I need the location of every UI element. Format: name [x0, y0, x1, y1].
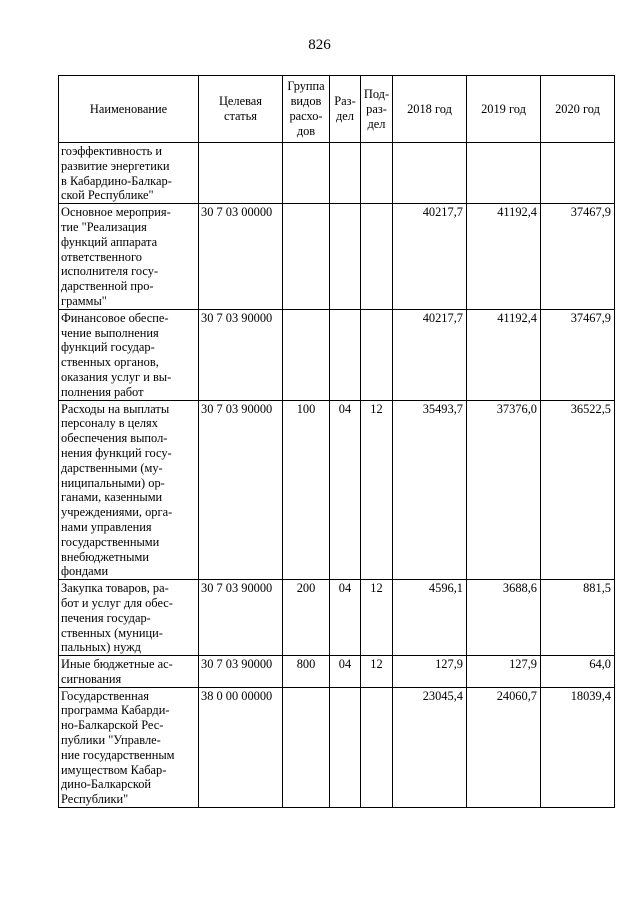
cell-section — [330, 204, 361, 310]
cell-2020 — [541, 143, 615, 204]
table-row — [59, 309, 615, 400]
cell-expense-group — [283, 309, 330, 400]
col-header-group: Группа видов расхо- дов — [283, 76, 330, 143]
cell-section: 04 — [330, 656, 361, 688]
cell-expense-group — [283, 687, 330, 807]
cell-expense-group: 100 — [283, 400, 330, 580]
cell-name: Иные бюджетные ас- сигнования — [59, 656, 199, 688]
header-row — [59, 76, 615, 143]
cell-name: гоэффективность и развитие энергетики в Кабардино-Балкар- ской Республике" — [59, 143, 199, 204]
col-header-subsection: Под- раз- дел — [361, 76, 393, 143]
col-header-2018: 2018 год — [393, 76, 467, 143]
cell-subsection: 12 — [361, 400, 393, 580]
cell-2018: 35493,7 — [393, 400, 467, 580]
cell-2020: 881,5 — [541, 580, 615, 656]
cell-2020: 37467,9 — [541, 204, 615, 310]
col-header-target: Целевая статья — [199, 76, 283, 143]
cell-target-code: 30 7 03 90000 — [199, 580, 283, 656]
cell-2018: 40217,7 — [393, 204, 467, 310]
cell-target-code: 30 7 03 00000 — [199, 204, 283, 310]
cell-name: Финансовое обеспе- чение выполнения функций государ- ственных органов, оказания услуг и вы- полнения работ — [59, 309, 199, 400]
col-header-2019: 2019 год — [467, 76, 541, 143]
cell-2018: 40217,7 — [393, 309, 467, 400]
cell-2018: 4596,1 — [393, 580, 467, 656]
cell-2020: 18039,4 — [541, 687, 615, 807]
cell-2019: 41192,4 — [467, 204, 541, 310]
budget-table — [58, 75, 615, 808]
cell-2019 — [467, 143, 541, 204]
cell-subsection — [361, 143, 393, 204]
cell-section: 04 — [330, 400, 361, 580]
cell-target-code: 38 0 00 00000 — [199, 687, 283, 807]
col-header-section: Раз- дел — [330, 76, 361, 143]
cell-subsection: 12 — [361, 580, 393, 656]
cell-subsection: 12 — [361, 656, 393, 688]
cell-target-code: 30 7 03 90000 — [199, 400, 283, 580]
cell-target-code: 30 7 03 90000 — [199, 309, 283, 400]
col-header-name: Наименование — [59, 76, 199, 143]
cell-section — [330, 687, 361, 807]
cell-expense-group — [283, 143, 330, 204]
cell-name: Основное мероприя- тие "Реализация функций аппарата ответственного исполнителя госу- дарственной про- граммы" — [59, 204, 199, 310]
col-header-2020: 2020 год — [541, 76, 615, 143]
table-row — [59, 656, 615, 688]
cell-section — [330, 143, 361, 204]
cell-expense-group — [283, 204, 330, 310]
cell-2020: 64,0 — [541, 656, 615, 688]
cell-name: Закупка товаров, ра- бот и услуг для обес- печения государ- ственных (муници- пальных) нужд — [59, 580, 199, 656]
cell-expense-group: 800 — [283, 656, 330, 688]
cell-2019: 37376,0 — [467, 400, 541, 580]
cell-2019: 24060,7 — [467, 687, 541, 807]
cell-name: Государственная программа Кабарди- но-Балкарской Рес- публики "Управле- ние государственным имуществом Кабар- дино-Балкарской Республики" — [59, 687, 199, 807]
cell-2020: 37467,9 — [541, 309, 615, 400]
cell-2018: 23045,4 — [393, 687, 467, 807]
cell-subsection — [361, 204, 393, 310]
table-body — [59, 143, 615, 808]
page-number: 826 — [308, 37, 331, 53]
cell-expense-group: 200 — [283, 580, 330, 656]
table-row — [59, 400, 615, 580]
cell-2019: 3688,6 — [467, 580, 541, 656]
table-row — [59, 687, 615, 807]
cell-subsection — [361, 687, 393, 807]
table-row — [59, 204, 615, 310]
table-row — [59, 143, 615, 204]
cell-2018: 127,9 — [393, 656, 467, 688]
cell-2018 — [393, 143, 467, 204]
cell-section — [330, 309, 361, 400]
table-row — [59, 580, 615, 656]
cell-target-code: 30 7 03 90000 — [199, 656, 283, 688]
cell-name: Расходы на выплаты персоналу в целях обеспечения выпол- нения функций госу- дарственными (му- ниципальными) ор- ганами, казенными учреждениями, орга- нами управления государственными внебюджетными фондами — [59, 400, 199, 580]
cell-2019: 127,9 — [467, 656, 541, 688]
cell-2019: 41192,4 — [467, 309, 541, 400]
cell-subsection — [361, 309, 393, 400]
cell-target-code — [199, 143, 283, 204]
cell-section: 04 — [330, 580, 361, 656]
cell-2020: 36522,5 — [541, 400, 615, 580]
